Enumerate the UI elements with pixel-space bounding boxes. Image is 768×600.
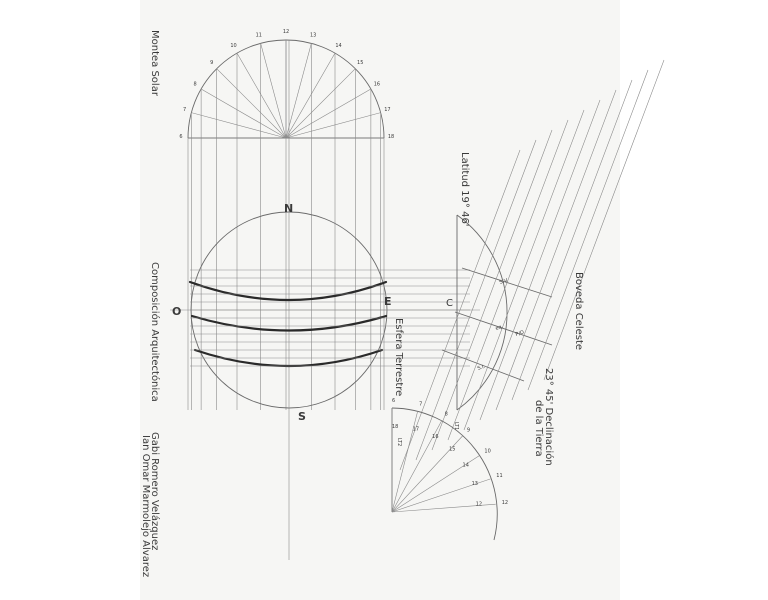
- esfera-label: Esfera Terrestre: [393, 318, 404, 397]
- latitude-label: Latitud 19° 46': [459, 152, 470, 227]
- quarter-hour-inner-label: 13: [471, 481, 479, 488]
- hour-label: 18: [387, 134, 395, 140]
- hour-label: 15: [357, 59, 364, 66]
- quarter-hour-label: 7: [419, 401, 423, 408]
- hour-label: 12: [282, 29, 290, 35]
- quarter-hour-label: 10: [484, 448, 491, 455]
- po-label: P/O: [514, 329, 525, 338]
- north-label: N: [284, 202, 294, 215]
- quarter-hour-inner-label: 16: [432, 434, 439, 441]
- quarter-hour-label: 12: [501, 499, 509, 506]
- hour-label: 17: [384, 106, 391, 113]
- quarter-hour-inner-label: 18: [392, 424, 399, 430]
- quarter-hour-inner-label: 17: [412, 426, 420, 433]
- quarter-hour-inner-label: 15: [449, 446, 456, 453]
- quarter-hour-label: 8: [444, 411, 448, 418]
- quarter-hour-label: 9: [466, 427, 471, 434]
- paper-sheet: [140, 0, 620, 600]
- quarter-hour-label: 6: [392, 398, 396, 404]
- author-2: Ian Omar Marmolejo Alvarez: [140, 435, 151, 578]
- hour-label: 9: [210, 59, 214, 66]
- hour-label: 8: [193, 81, 197, 88]
- hour-label: 10: [230, 43, 237, 50]
- quarter-hour-inner-label: 12: [475, 501, 483, 508]
- east-label: E: [384, 295, 392, 308]
- declination-label-2: de la Tierra: [533, 400, 544, 457]
- hour-label: 6: [179, 134, 183, 140]
- south-label: S: [298, 410, 306, 423]
- eq-label: eq.: [494, 323, 505, 332]
- author-1: Gabi Romero Velázquez: [149, 432, 160, 551]
- hour-label: 16: [373, 81, 381, 88]
- hour-label: 13: [309, 32, 317, 39]
- hour-label: 7: [182, 106, 187, 113]
- hour-label: 11: [255, 32, 263, 39]
- declination-label: 23° 45' Declinación: [543, 368, 554, 466]
- west-label: O: [172, 305, 182, 318]
- title-label: Montea Solar: [149, 30, 160, 96]
- hour-label: 14: [335, 43, 342, 50]
- boveda-label: Boveda Celeste: [573, 272, 584, 351]
- si-label: S.I.: [476, 363, 487, 372]
- quarter-hour-inner-label: 14: [462, 462, 469, 469]
- center-label: C: [446, 298, 453, 309]
- sv-label: S.V.: [498, 277, 510, 286]
- lt2-label: LT2: [396, 438, 402, 447]
- subtitle-label: Composición Arquitectónica: [149, 262, 160, 402]
- quarter-hour-label: 11: [496, 472, 503, 479]
- lt1-label: LT1: [453, 422, 459, 431]
